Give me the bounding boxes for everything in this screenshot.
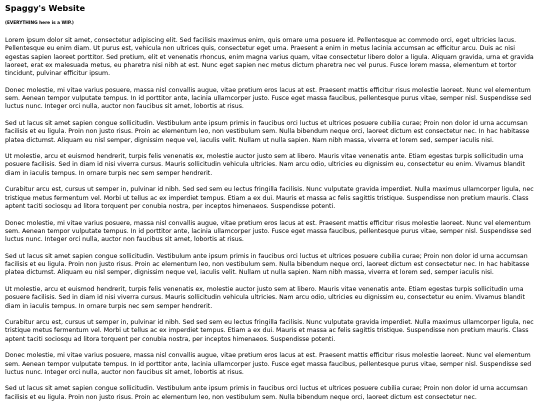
paragraph: Lorem ipsum dolor sit amet, consectetur adipiscing elit. Sed facilisis maximus enim, quis ornare urna posuere id. Pellentesque ac commodo orci, eget ultricies lacus. Pellentesque eu enim diam. Ut purus est, vehicula non ultrices quis, consectetur eget urna. Praesent a enim in metus lacinia accumsan ac efficitur arcu. Duis ac nisi egestas sapien laoreet porttitor. Sed pretium, elit et venenatis rhoncus, enim magna varius quam, vitae consectetur libero dolor a ligula. Aliquam gravida, urna et gravida laoreet, erat ex malesuada metus, eu pharetra nisi nibh at est. Nunc eget sapien nec metus dictum pharetra nec vel purus. Fusce lorem massa, elementum et tortor tincidunt, pulvinar efficitur ipsum. [5, 37, 534, 78]
paragraph: Ut molestie, arcu et euismod hendrerit, turpis felis venenatis ex, molestie auctor justo sem at libero. Mauris vitae venenatis ante. Etiam egestas turpis sollicitudin urna posuere facilisis. Sed in diam id nisi viverra cursus. Mauris sollicitudin vehicula ultricies. Nam arcu odio, ultricies eu dignissim eu, consectetur eu enim. Vivamus blandit diam in iaculis tempus. In ornare turpis nec sem semper hendrerit. [5, 285, 525, 310]
paragraph: Ut molestie, arcu et euismod hendrerit, turpis felis venenatis ex, molestie auctor justo sem at libero. Mauris vitae venenatis ante. Etiam egestas turpis sollicitudin urna posuere facilisis. Sed in diam id nisi viverra cursus. Mauris sollicitudin vehicula ultricies. Nam arcu odio, ultricies eu dignissim eu, consectetur eu enim. Vivamus blandit diam in iaculis tempus. In ornare turpis nec sem semper hendrerit. [5, 153, 525, 177]
paragraph: Donec molestie, mi vitae varius posuere, massa nisl convallis augue, vitae pretium eros lacus at est. Praesent mattis efficitur risus molestie laoreet. Nunc vel elementum sem. Aenean tempor vulputate tempus. In id porttitor ante, lacinia ullamcorper justo. Fusce eget massa faucibus, pellentesque purus vitae, semper nisl. Suspendisse sed luctus nunc. Integer orci nulla, auctor non faucibus sit amet, lobortis at risus. [5, 86, 532, 111]
paragraph: Curabitur arcu est, cursus ut semper in, pulvinar id nibh. Sed sed sem eu lectus fringilla facilisis. Nunc vulputate gravida imperdiet. Nulla maximus ullamcorper ligula, nec tristique metus fermentum vel. Morbi ut tellus ac ex imperdiet tempus. Etiam a ex dui. Mauris et massa ac felis sagittis tristique. Suspendisse non pretium mauris. Class aptent taciti sociosqu ad litora torquent per conubia nostra, per inceptos himenaeos. Suspendisse potenti. [5, 186, 534, 210]
paragraph: Donec molestie, mi vitae varius posuere, massa nisl convallis augue, vitae pretium eros lacus at est. Praesent mattis efficitur risus molestie laoreet. Nunc vel elementum sem. Aenean tempor vulputate tempus. In id porttitor ante, lacinia ullamcorper justo. Fusce eget massa faucibus, pellentesque purus vitae, semper nisl. Suspendisse sed luctus nunc. Integer orci nulla, auctor non faucibus sit amet, lobortis at risus. [5, 352, 532, 376]
paragraph: Donec molestie, mi vitae varius posuere, massa nisl convallis augue, vitae pretium eros lacus at est. Praesent mattis efficitur risus molestie laoreet. Nunc vel elementum sem. Aenean tempor vulputate tempus. In id porttitor ante, lacinia ullamcorper justo. Fusce eget massa faucibus, pellentesque purus vitae, semper nisl. Suspendisse sed luctus nunc. Integer orci nulla, auctor non faucibus sit amet, lobortis at risus. [5, 219, 532, 244]
paragraph: Sed ut lacus sit amet sapien congue sollicitudin. Vestibulum ante ipsum primis in faucibus orci luctus et ultrices posuere cubilia curae; Proin non dolor id urna accumsan facilisis et eu ligula. Proin non justo risus. Proin ac elementum leo, non vestibulum sem. Nulla bibendum neque orci, laoreet dictum est consectetur nec. In hac habitasse platea dictumst. Aliquam eu nisl semper, dignissim neque vel, iaculis velit. Nullam ut nulla sapien. Nam nibh massa, viverra et lorem sed, semper iaculis nisi. [5, 119, 530, 144]
paragraph: Sed ut lacus sit amet sapien congue sollicitudin. Vestibulum ante ipsum primis in faucibus orci luctus et ultrices posuere cubilia curae; Proin non dolor id urna accumsan facilisis et eu ligula. Proin non justo risus. Proin ac elementum leo, non vestibulum sem. Nulla bibendum neque orci, laoreet dictum est consectetur nec. In hac habitasse platea dictumst. Aliquam eu nisl semper, dignissim neque vel, iaculis velit. Nullam ut nulla sapien. Nam nibh massa, viverra et lorem sed, semper iaculis nisi. [5, 252, 530, 277]
site-title: Spaggy's Website [5, 4, 85, 13]
wip-note: (EVERYTHING here is a WIP.) [5, 21, 74, 26]
paragraph: Curabitur arcu est, cursus ut semper in, pulvinar id nibh. Sed sed sem eu lectus fringilla facilisis. Nunc vulputate gravida imperdiet. Nulla maximus ullamcorper ligula, nec tristique metus fermentum vel. Morbi ut tellus ac ex imperdiet tempus. Etiam a ex dui. Mauris et massa ac felis sagittis tristique. Suspendisse non pretium mauris. Class aptent taciti sociosqu ad litora torquent per conubia nostra, per inceptos himenaeos. Suspendisse potenti. [5, 319, 534, 343]
paragraph: Sed ut lacus sit amet sapien congue sollicitudin. Vestibulum ante ipsum primis in faucibus orci luctus et ultrices posuere cubilia curae; Proin non dolor id urna accumsan facilisis et eu ligula. Proin non justo risus. Proin ac elementum leo, non vestibulum sem. Nulla bibendum neque orci, laoreet dictum est consectetur nec. [5, 385, 528, 401]
